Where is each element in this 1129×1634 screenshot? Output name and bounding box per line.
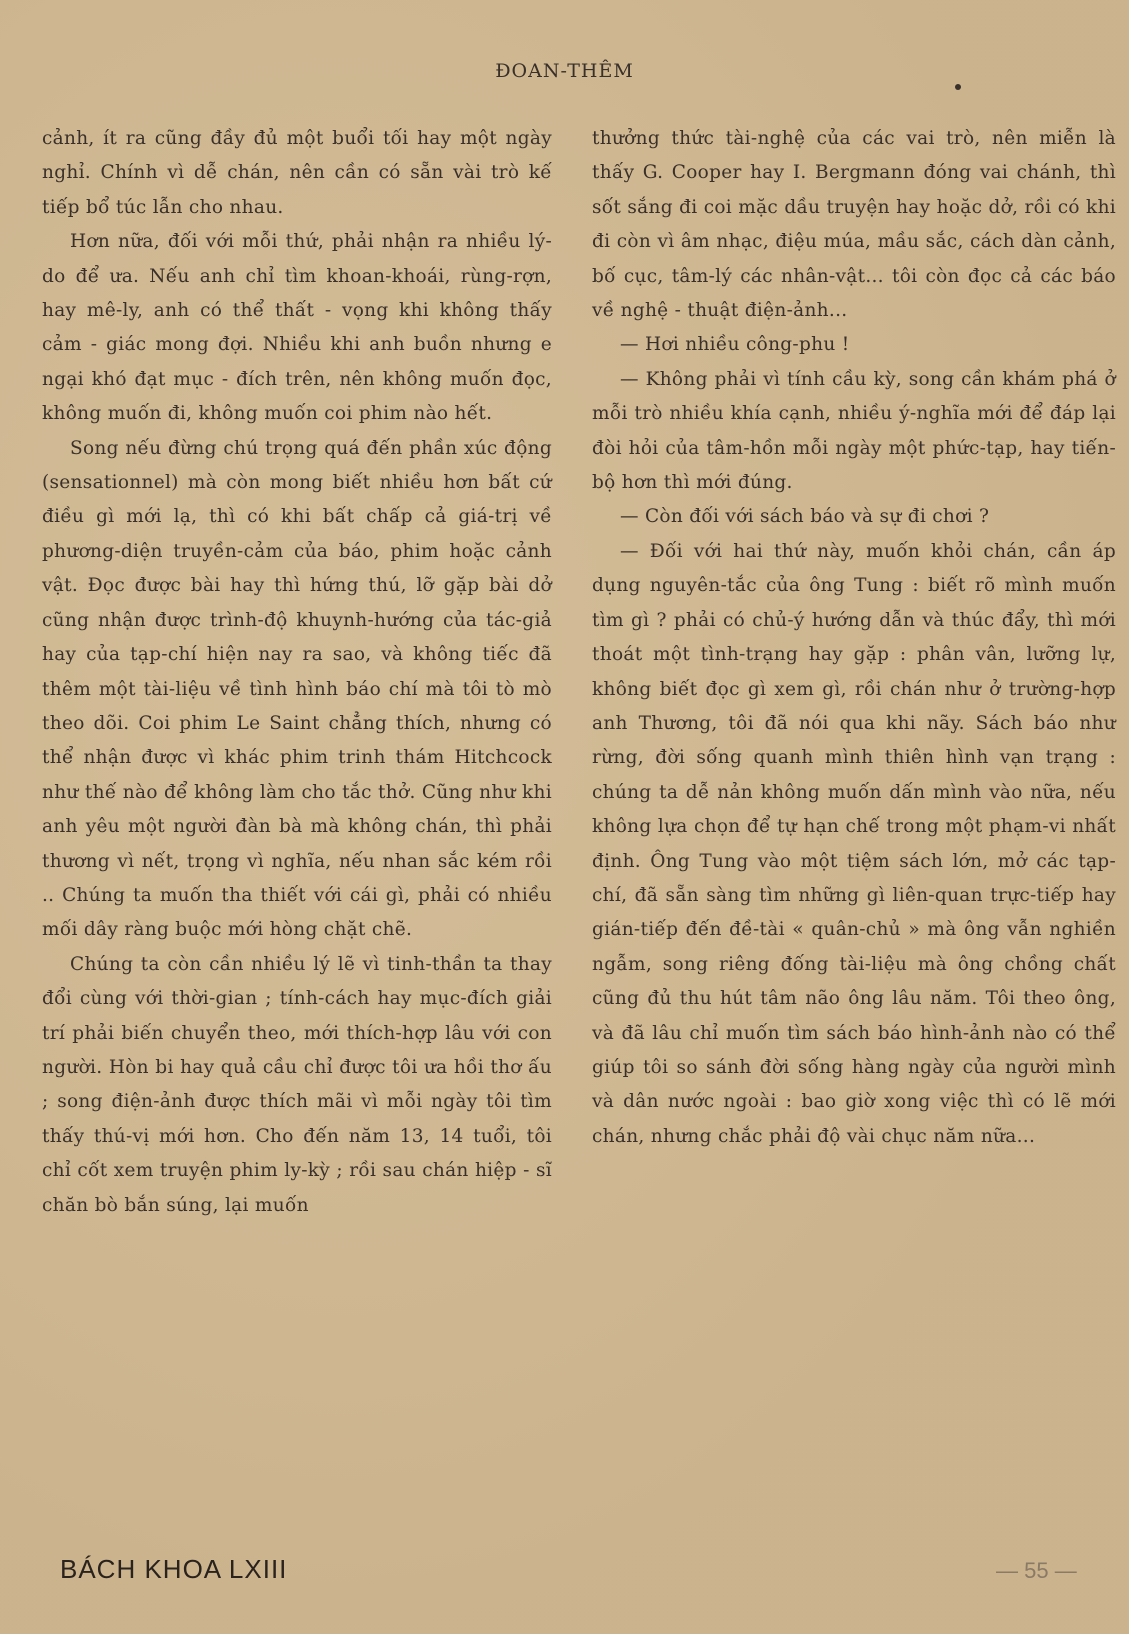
dialogue-line: — Hơi nhiều công-phu ! [620, 334, 850, 356]
paragraph: Song nếu đừng chú trọng quá đến phần xúc động (sensationnel) mà còn mong biết nhiều hơn bất cứ điều gì mới lạ, thì có khi bất chấp cả giá-trị về phương-diện truyền-cảm của báo, phim hoặc cảnh vật. Đọc được bài hay thì hứng thú, lỡ gặp bài dở cũng nhận được trình-độ khuynh-hướng của tác-giả hay của tạp-chí hiện nay ra sao, và không tiếc đã thêm một tài-liệu về tình hình báo chí mà tôi tò mò theo dõi. Coi phim Le Saint chẳng thích, nhưng có thể nhận được vì khác phim trinh thám Hitchcock như thế nào để không làm cho tắc thở. Cũng như khi anh yêu một người đàn bà mà không chán, thì phải thương vì nết, trọng vì nghĩa, nếu nhan sắc kém rồi .. Chúng ta muốn tha thiết với cái gì, phải có nhiều mối dây ràng buộc mới hòng chặt chẽ. [42, 437, 552, 941]
running-header: ĐOAN-THÊM [495, 60, 634, 82]
paragraph: thưởng thức tài-nghệ của các vai trò, nên miễn là thấy G. Cooper hay I. Bergmann đóng vai chánh, thì sốt sắng đi coi mặc dầu truyện hay hoặc dở, rồi có khi đi còn vì âm nhạc, điệu múa, mầu sắc, cách dàn cảnh, bố cục, tâm-lý các nhân-vật... tôi còn đọc cả các báo về nghệ - thuật điện-ảnh... [592, 128, 1116, 322]
paragraph: Chúng ta còn cần nhiều lý lẽ vì tinh-thần ta thay đổi cùng với thời-gian ; tính-cách hay mục-đích giải trí phải biến chuyển theo, mới thích-hợp lâu với con người. Hòn bi hay quả cầu chỉ được tôi ưa hồi thơ ấu ; song điện-ảnh được thích mãi vì mỗi ngày tôi tìm thấy thú-vị mới hơn. Cho đến năm 13, 14 tuổi, tôi chỉ cốt xem truyện phim ly-kỳ ; rồi sau chán hiệp - sĩ chăn bò bắn súng, lại muốn [42, 953, 552, 1216]
paragraph: cảnh, ít ra cũng đầy đủ một buổi tối hay một ngày nghỉ. Chính vì dễ chán, nên cần có sẵn vài trò kế tiếp bổ túc lẫn cho nhau. [42, 128, 552, 218]
page-number: — 55 — [996, 1558, 1077, 1583]
magazine-footer: BÁCH KHOA LXIII [60, 1554, 288, 1584]
right-column [592, 122, 1116, 1154]
left-column [42, 122, 552, 1223]
paragraph: Hơn nữa, đối với mỗi thứ, phải nhận ra nhiều lý-do để ưa. Nếu anh chỉ tìm khoan-khoái, rùng-rợn, hay mê-ly, anh có thể thất - vọng khi không thấy cảm - giác mong đợi. Nhiều khi anh buồn nhưng e ngại khó đạt mục - đích trên, nên không muốn đọc, không muốn đi, không muốn coi phim nào hết. [42, 231, 552, 425]
dialogue-line: — Đối với hai thứ này, muốn khỏi chán, cần áp dụng nguyên-tắc của ông Tung : biết rõ mình muốn tìm gì ? phải có chủ-ý hướng dẫn và thúc đẩy, thì mới thoát một tình-trạng hay gặp : phân vân, lưỡng lự, không biết đọc gì xem gì, rồi chán như ở trường-hợp anh Thương, tôi đã nói qua khi nãy. Sách báo như rừng, đời sống quanh mình thiên hình vạn trạng : chúng ta dễ nản không muốn dấn mình vào nữa, nếu không lựa chọn để tự hạn chế trong một phạm-vi nhất định. Ông Tung vào một tiệm sách lớn, mở các tạp-chí, đã sẵn sàng tìm những gì liên-quan trực-tiếp hay gián-tiếp đến đề-tài « quân-chủ » mà ông vẫn nghiền ngẫm, song riêng đống tài-liệu mà ông chồng chất cũng đủ thu hút tâm não ông lâu năm. Tôi theo ông, và đã lâu chỉ muốn tìm sách báo hình-ảnh nào có thể giúp tôi so sánh đời sống hàng ngày của người mình và dân nước ngoài : bao giờ xong việc thì có lẽ mới chán, nhưng chắc phải độ vài chục năm nữa... [592, 540, 1116, 1147]
ink-dot [955, 84, 961, 90]
dialogue-line: — Còn đối với sách báo và sự đi chơi ? [620, 506, 990, 528]
dialogue-line: — Không phải vì tính cầu kỳ, song cần khám phá ở mỗi trò nhiều khía cạnh, nhiều ý-nghĩa mới để đáp lại đòi hỏi của tâm-hồn mỗi ngày một phức-tạp, hay tiến-bộ hơn thì mới đúng. [592, 368, 1116, 494]
